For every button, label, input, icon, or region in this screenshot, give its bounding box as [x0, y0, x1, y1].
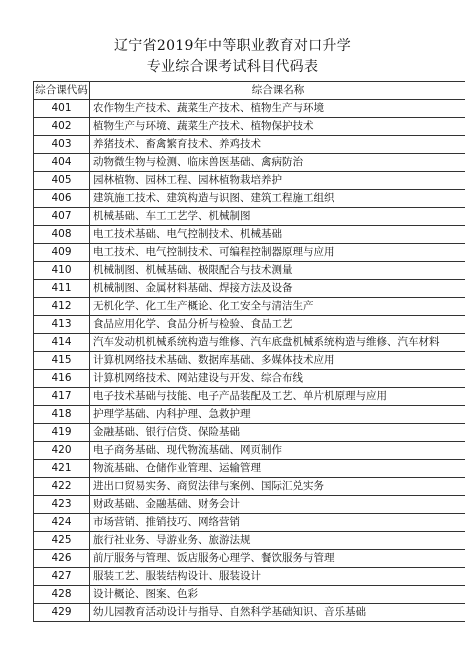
document-title: 辽宁省2019年中等职业教育对口升学 — [113, 38, 352, 54]
subject-code-cell: 422 — [34, 478, 90, 496]
table-row — [34, 118, 465, 136]
column-header-code: 综合课代码 — [34, 82, 90, 100]
subject-name-cell: 园林植物、园林工程、园林植物栽培养护 — [90, 172, 465, 190]
table-row — [34, 388, 465, 406]
subject-code-cell: 421 — [34, 460, 90, 478]
table-row — [34, 586, 465, 604]
subject-code-cell: 419 — [34, 424, 90, 442]
subject-name-cell: 物流基础、仓储作业管理、运输管理 — [90, 460, 465, 478]
table-row — [34, 100, 465, 118]
subject-code-cell: 417 — [34, 388, 90, 406]
subject-name-cell: 建筑施工技术、建筑构造与识图、建筑工程施工组织 — [90, 190, 465, 208]
subject-code-cell: 420 — [34, 442, 90, 460]
subject-code-cell: 414 — [34, 334, 90, 352]
subject-code-cell: 406 — [34, 190, 90, 208]
subject-code-cell: 415 — [34, 352, 90, 370]
subject-code-cell: 409 — [34, 244, 90, 262]
subject-name-cell: 电子技术基础与技能、电子产品装配及工艺、单片机原理与应用 — [90, 388, 465, 406]
subject-code-cell: 429 — [34, 604, 90, 622]
subject-code-cell: 402 — [34, 118, 90, 136]
subject-name-cell: 护理学基础、内科护理、急救护理 — [90, 406, 465, 424]
subject-name-cell: 金融基础、银行信贷、保险基础 — [90, 424, 465, 442]
subject-code-cell: 408 — [34, 226, 90, 244]
table-row — [34, 244, 465, 262]
table-row — [34, 154, 465, 172]
subject-code-cell: 411 — [34, 280, 90, 298]
subject-code-cell: 428 — [34, 586, 90, 604]
subject-name-cell: 食品应用化学、食品分析与检验、食品工艺 — [90, 316, 465, 334]
subject-name-cell: 幼儿园教育活动设计与指导、自然科学基础知识、音乐基础 — [90, 604, 465, 622]
table-row — [34, 190, 465, 208]
subject-name-cell: 机械制图、金属材料基础、焊接方法及设备 — [90, 280, 465, 298]
table-row — [34, 316, 465, 334]
subject-code-table — [33, 81, 465, 622]
subject-name-cell: 电工技术基础、电气控制技术、机械基础 — [90, 226, 465, 244]
subject-name-cell: 农作物生产技术、蔬菜生产技术、植物生产与环境 — [90, 100, 465, 118]
subject-name-cell: 服装工艺、服装结构设计、服装设计 — [90, 568, 465, 586]
table-row — [34, 604, 465, 622]
subject-name-cell: 计算机网络技术、网站建设与开发、综合布线 — [90, 370, 465, 388]
subject-code-cell: 424 — [34, 514, 90, 532]
subject-name-cell: 机械制图、机械基础、极限配合与技术测量 — [90, 262, 465, 280]
table-row — [34, 226, 465, 244]
subject-name-cell: 市场营销、推销技巧、网络营销 — [90, 514, 465, 532]
table-row — [34, 568, 465, 586]
subject-code-cell: 403 — [34, 136, 90, 154]
table-row — [34, 478, 465, 496]
table-row — [34, 460, 465, 478]
table-row — [34, 334, 465, 352]
subject-name-cell: 养猪技术、畜禽繁育技术、养鸡技术 — [90, 136, 465, 154]
subject-name-cell: 设计概论、图案、色彩 — [90, 586, 465, 604]
table-row — [34, 208, 465, 226]
subject-name-cell: 汽车发动机机械系统构造与维修、汽车底盘机械系统构造与维修、汽车材料 — [90, 334, 465, 352]
table-row — [34, 424, 465, 442]
subject-code-cell: 416 — [34, 370, 90, 388]
subject-code-cell: 413 — [34, 316, 90, 334]
subject-name-cell: 无机化学、化工生产概论、化工安全与清洁生产 — [90, 298, 465, 316]
subject-code-cell: 401 — [34, 100, 90, 118]
subject-name-cell: 前厅服务与管理、饭店服务心理学、餐饮服务与管理 — [90, 550, 465, 568]
subject-name-cell: 电子商务基础、现代物流基础、网页制作 — [90, 442, 465, 460]
subject-code-cell: 427 — [34, 568, 90, 586]
subject-name-cell: 财政基础、金融基础、财务会计 — [90, 496, 465, 514]
subject-name-cell: 进出口贸易实务、商贸法律与案例、国际汇兑实务 — [90, 478, 465, 496]
table-row — [34, 136, 465, 154]
table-row — [34, 442, 465, 460]
subject-code-cell: 418 — [34, 406, 90, 424]
subject-name-cell: 计算机网络技术基础、数据库基础、多媒体技术应用 — [90, 352, 465, 370]
table-row — [34, 172, 465, 190]
subject-code-cell: 407 — [34, 208, 90, 226]
subject-name-cell: 电工技术、电气控制技术、可编程控制器原理与应用 — [90, 244, 465, 262]
table-row — [34, 370, 465, 388]
table-row — [34, 550, 465, 568]
table-row — [34, 514, 465, 532]
subject-code-cell: 405 — [34, 172, 90, 190]
subject-code-cell: 404 — [34, 154, 90, 172]
subject-name-cell: 旅行社业务、导游业务、旅游法规 — [90, 532, 465, 550]
table-body — [34, 100, 465, 622]
subject-code-cell: 423 — [34, 496, 90, 514]
table-row — [34, 280, 465, 298]
subject-name-cell: 动物微生物与检测、临床兽医基础、禽病防治 — [90, 154, 465, 172]
subject-code-cell: 425 — [34, 532, 90, 550]
table-row — [34, 496, 465, 514]
column-header-name: 综合课名称 — [90, 82, 465, 100]
subject-name-cell: 机械基础、车工工艺学、机械制图 — [90, 208, 465, 226]
table-row — [34, 262, 465, 280]
subject-code-cell: 410 — [34, 262, 90, 280]
subject-code-cell: 412 — [34, 298, 90, 316]
subject-name-cell: 植物生产与环境、蔬菜生产技术、植物保护技术 — [90, 118, 465, 136]
table-row — [34, 352, 465, 370]
table-row — [34, 298, 465, 316]
table-row — [34, 406, 465, 424]
subject-code-cell: 426 — [34, 550, 90, 568]
document-subtitle: 专业综合课考试科目代码表 — [146, 59, 319, 75]
table-header-row — [34, 82, 465, 100]
table-row — [34, 532, 465, 550]
